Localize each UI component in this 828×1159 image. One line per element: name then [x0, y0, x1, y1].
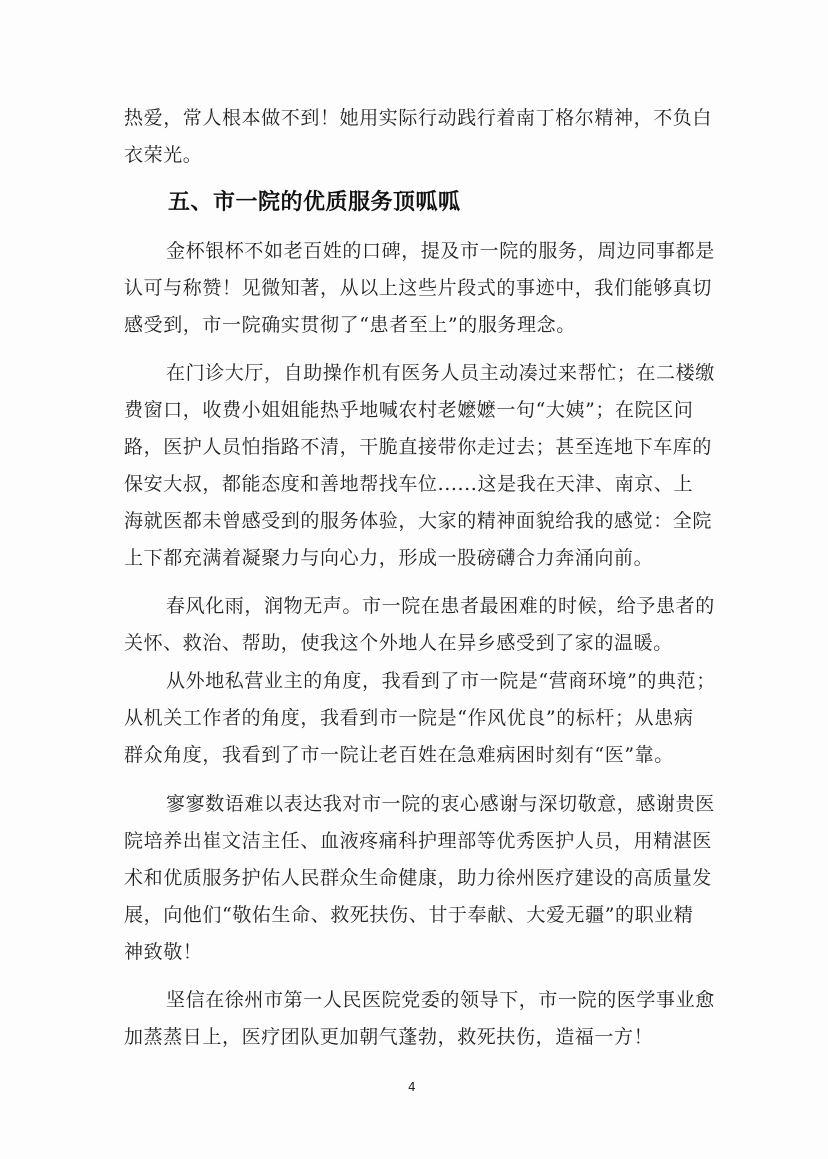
paragraph-2-line-2: 认可与称赞！见微知著，从以上这些片段式的事迹中，我们能够真切 — [124, 277, 713, 299]
paragraph-5-line-2: 从机关工作者的角度，我看到市一院是“作风优良”的标杆；从患病 — [124, 707, 694, 729]
paragraph-1-line-1: 热爱，常人根本做不到！她用实际行动践行着南丁格尔精神，不负白 — [124, 107, 713, 129]
paragraph-3-line-2: 费窗口，收费小姐姐能热乎地喊农村老嬷嬷一句“大姨”；在院区问 — [124, 399, 694, 421]
paragraph-6-line-4: 展，向他们“敬佑生命、救死扶伤、甘于奉献、大爱无疆”的职业精 — [124, 904, 694, 926]
paragraph-2-line-3: 感受到，市一院确实贯彻了“患者至上”的服务理念。 — [124, 314, 576, 336]
paragraph-3-line-5: 海就医都未曾感受到的服务体验，大家的精神面貌给我的感觉：全院 — [124, 510, 713, 532]
paragraph-3-line-4: 保安大叔，都能态度和善地帮找车位......这是我在天津、南京、上 — [124, 473, 694, 495]
paragraph-3-line-6: 上下都充满着凝聚力与向心力，形成一股磅礴合力奔涌向前。 — [124, 547, 654, 569]
paragraph-4-line-1: 春风化雨，润物无声。市一院在患者最困难的时候，给予患者的 — [166, 595, 715, 617]
paragraph-4-line-2: 关怀、救治、帮助，使我这个外地人在异乡感受到了家的温暖。 — [124, 632, 673, 654]
paragraph-1-line-2: 衣荣光。 — [124, 144, 203, 166]
paragraph-3-line-3: 路，医护人员怕指路不清，干脆直接带你走过去；甚至连地下车库的 — [124, 436, 713, 458]
paragraph-6-line-3: 术和优质服务护佑人民群众生命健康，助力徐州医疗建设的高质量发 — [124, 867, 713, 889]
paragraph-2-line-1: 金杯银杯不如老百姓的口碑，提及市一院的服务，周边同事都是 — [166, 240, 715, 262]
paragraph-7-line-1: 坚信在徐州市第一人民医院党委的领导下，市一院的医学事业愈 — [166, 989, 715, 1011]
section-heading: 五、市一院的优质服务顶呱呱 — [168, 190, 461, 215]
page-number: 4 — [408, 1080, 416, 1094]
paragraph-3-line-1: 在门诊大厅，自助操作机有医务人员主动凑过来帮忙；在二楼缴 — [166, 362, 715, 384]
paragraph-6-line-1: 寥寥数语难以表达我对市一院的衷心感谢与深切敬意，感谢贵医 — [166, 793, 715, 815]
paragraph-6-line-5: 神致敬！ — [124, 941, 203, 963]
paragraph-6-line-2: 院培养出崔文洁主任、血液疼痛科护理部等优秀医护人员，用精湛医 — [124, 830, 713, 852]
paragraph-7-line-2: 加蒸蒸日上，医疗团队更加朝气蓬勃，救死扶伤，造福一方！ — [124, 1026, 654, 1048]
paragraph-5-line-3: 群众角度，我看到了市一院让老百姓在急难病困时刻有“医”靠。 — [124, 744, 674, 766]
paragraph-5-line-1: 从外地私营业主的角度，我看到了市一院是“营商环境”的典范； — [166, 670, 716, 692]
